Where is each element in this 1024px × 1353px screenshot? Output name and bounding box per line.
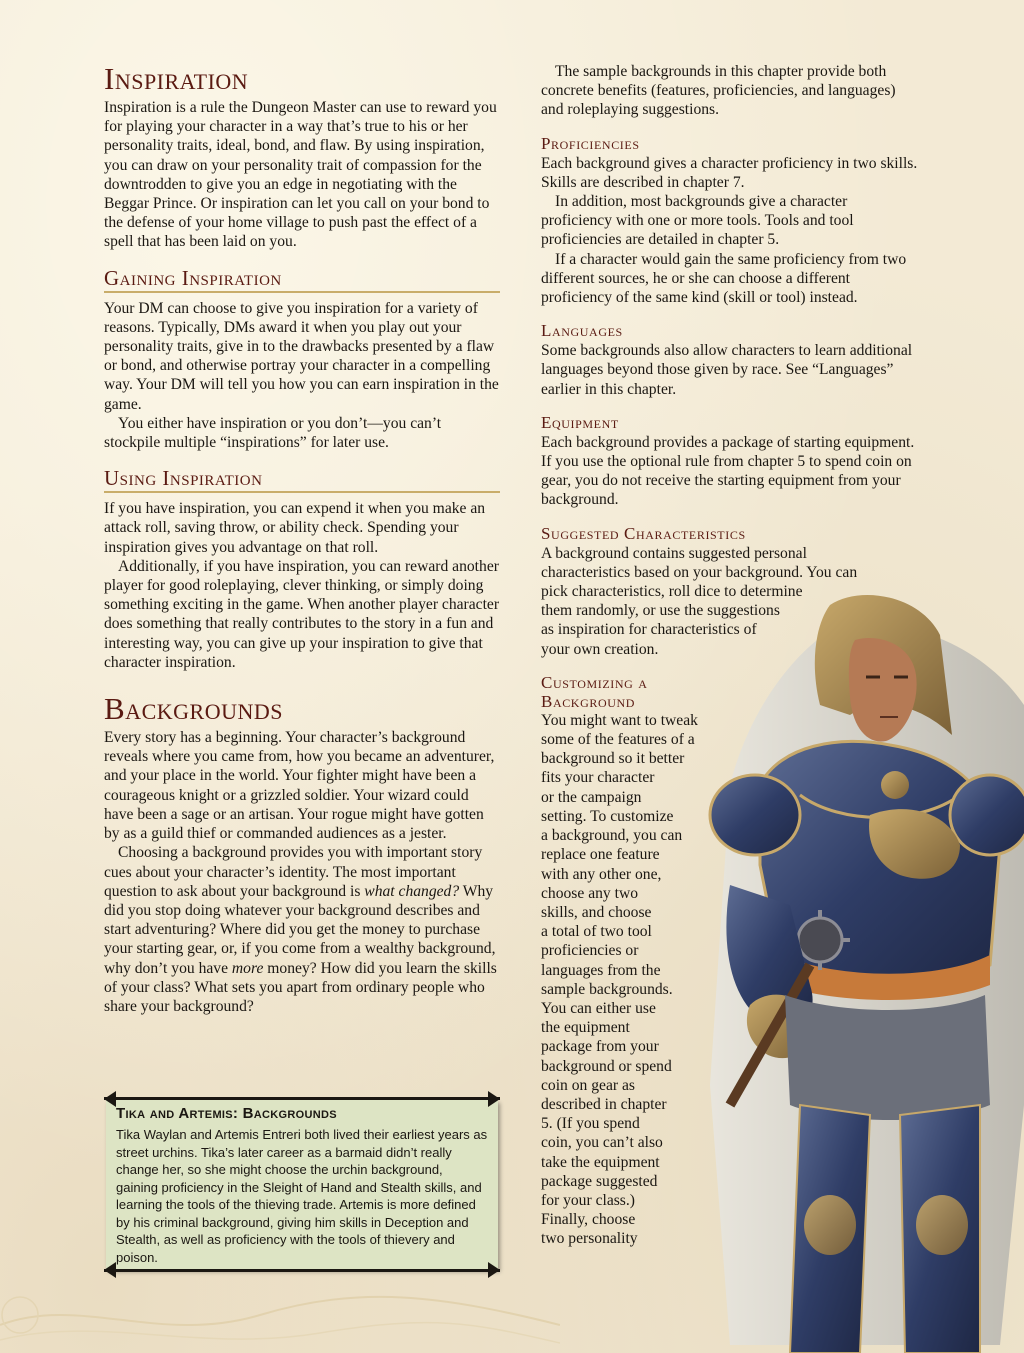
equipment-p1: Each background provides a package of starting equipment. If you use the optional rule from chapter 5 to spend coin on gear, you do not receive the starting equipment from your background. (541, 433, 915, 509)
text-line: as inspiration for characteristics of (541, 621, 757, 639)
left-column (104, 62, 500, 1016)
text-line: 5. (If you spend (541, 1115, 640, 1133)
sidebar-top-rule (104, 1097, 500, 1100)
text-line: sample backgrounds. (541, 980, 673, 998)
backgrounds-title: Backgrounds (104, 691, 283, 727)
text-line: package suggested (541, 1172, 658, 1190)
gaining-inspiration-p1: Your DM can choose to give you inspiration for a variety of reasons. Typically, DMs award it when you play out your personality traits, give in to the drawbacks presented by a flaw or bond, and otherwise portray your character in a compelling way. Your DM will tell you how you can earn inspiration in the game. (104, 299, 499, 413)
languages-heading: Languages (541, 321, 623, 341)
text-line: with any other one, (541, 865, 662, 883)
proficiencies-p2: In addition, most backgrounds give a character proficiency with one or more tools. Tools and tool proficiencies are detailed in chapter 5. (541, 193, 854, 249)
sidebar-corner-ornament (488, 1262, 500, 1278)
text-line: described in chapter (541, 1095, 667, 1113)
inspiration-title: Inspiration (104, 61, 249, 96)
text-line: for your class.) (541, 1191, 635, 1209)
text-line: characteristics based on your background. You can (541, 563, 858, 581)
text-line: the equipment (541, 1019, 630, 1037)
backgrounds-p2-em1: what changed? (364, 882, 460, 900)
sidebar-corner-ornament (488, 1091, 500, 1107)
sidebar-corner-ornament (104, 1262, 116, 1278)
gaining-inspiration-heading: Gaining Inspiration (104, 266, 500, 293)
sidebar-note (104, 1093, 500, 1280)
proficiencies-p3: If a character would gain the same proficiency from two different sources, he or she can choose a different proficiency of the same kind (skill or tool) instead. (541, 250, 907, 307)
proficiencies-p1: Each background gives a character proficiency in two skills. Skills are described in chapter 7. (541, 154, 918, 191)
backgrounds-p2-em2: more (231, 959, 264, 977)
equipment-heading: Equipment (541, 412, 619, 432)
backgrounds-p2-b: Why did you stop doing whatever your background describes and start adventuring? Where did you get the money to purchase your starting gear, or, if you come from a wealthy background, why don’t you have (104, 882, 496, 977)
sidebar-text: Tika Waylan and Artemis Entreri both lived their earliest years as street urchins. Tika’s later career as a barmaid didn’t really change her, so she might choose the urchin background, gaining proficiency in the Sleight of Hand and Stealth skills, and learning the tools of the thieving trade. Artemis is more defined by his criminal background, giving him skills in Deception and Stealth, as well as proficiency with the tools of thievery and poison. (116, 1127, 488, 1265)
backgrounds-p1: Every story has a beginning. Your character’s background reveals where you came from, how you became an adventurer, and your place in the world. Your fighter might have been a courageous knight or a grizzled soldier. Your wizard could have been a sage or an artisan. Your rogue might have gotten by as a guild thief or commanded audiences as a jester. (104, 729, 495, 843)
gaining-inspiration-p2: You either have inspiration or you don’t—you can’t stockpile multiple “inspirations” for later use. (104, 414, 442, 452)
backgrounds-p2-c: money? How did you learn the skills of your class? What sets you apart from ordinary people who share your background? (104, 959, 497, 1015)
text-line: proficiencies or (541, 942, 639, 960)
sidebar-title: Tika and Artemis: Backgrounds (116, 1105, 337, 1122)
text-line: package from your (541, 1038, 659, 1056)
using-inspiration-p2: Additionally, if you have inspiration, you can reward another player for good roleplaying, clever thinking, or simply doing something exciting in the game. When another player character does something that really contributes to the story in a fun and interesting way, you can give up your inspiration to give that character inspiration. (104, 557, 500, 671)
text-line: coin, you can’t also (541, 1134, 663, 1152)
characteristics-heading: Suggested Characteristics (541, 523, 746, 543)
text-line: them randomly, or use the suggestions (541, 602, 780, 620)
text-line: skills, and choose (541, 903, 652, 921)
text-line: setting. To customize (541, 807, 674, 825)
using-inspiration-heading: Using Inspiration (104, 466, 500, 493)
text-line: Finally, choose (541, 1211, 636, 1229)
inspiration-intro: Inspiration is a rule the Dungeon Master can use to reward you for playing your character in a way that’s true to his or her personality traits, ideal, bond, and flaw. By using inspiration, you can draw on your personality trait of compassion for the downtrodden to give you an edge in negotiating with the Beggar Prince. Or inspiration can let you call on your bond to the defense of your home village to push past the effect of a spell that has been laid on you. (104, 99, 497, 251)
sidebar-corner-ornament (104, 1091, 116, 1107)
text-line: You might want to tweak (541, 711, 698, 729)
right-intro: The sample backgrounds in this chapter provide both concrete benefits (features, proficiencies, and languages) and roleplaying suggestions. (541, 63, 896, 119)
armored-knight-illustration (690, 585, 1024, 1353)
text-line: some of the features of a (541, 731, 695, 749)
text-line: two personality (541, 1230, 638, 1248)
text-line: or the campaign (541, 788, 642, 806)
text-line: background so it better (541, 750, 685, 768)
sidebar-box (106, 1100, 498, 1269)
text-line: a total of two tool (541, 923, 652, 941)
backgrounds-p2 (104, 843, 500, 1016)
languages-p1: Some backgrounds also allow characters to learn additional languages beyond those given by race. See “Languages” earlier in this chapter. (541, 342, 913, 398)
text-line: fits your character (541, 769, 655, 787)
text-line: You can either use (541, 999, 656, 1017)
text-line: choose any two (541, 884, 639, 902)
using-inspiration-p1: If you have inspiration, you can expend it when you make an attack roll, saving throw, or ability check. Spending your inspiration gives you advantage on that roll. (104, 500, 486, 556)
text-line: a background, you can (541, 827, 683, 845)
text-line: background or spend (541, 1057, 672, 1075)
text-line: languages from the (541, 961, 661, 979)
proficiencies-heading: Proficiencies (541, 133, 640, 153)
customizing-heading-line: Customizing a (541, 672, 648, 692)
customizing-heading-line: Background (541, 691, 636, 711)
text-line: your own creation. (541, 640, 659, 658)
text-line: A background contains suggested personal (541, 544, 807, 562)
sidebar-bottom-rule (104, 1269, 500, 1272)
text-line: coin on gear as (541, 1076, 635, 1094)
backgrounds-p2-a: Choosing a background provides you with important story cues about your character’s identity. The most important question to ask about your background is (104, 844, 483, 900)
text-line: replace one feature (541, 846, 660, 864)
text-line: take the equipment (541, 1153, 660, 1171)
text-line: pick characteristics, roll dice to determine (541, 583, 803, 601)
